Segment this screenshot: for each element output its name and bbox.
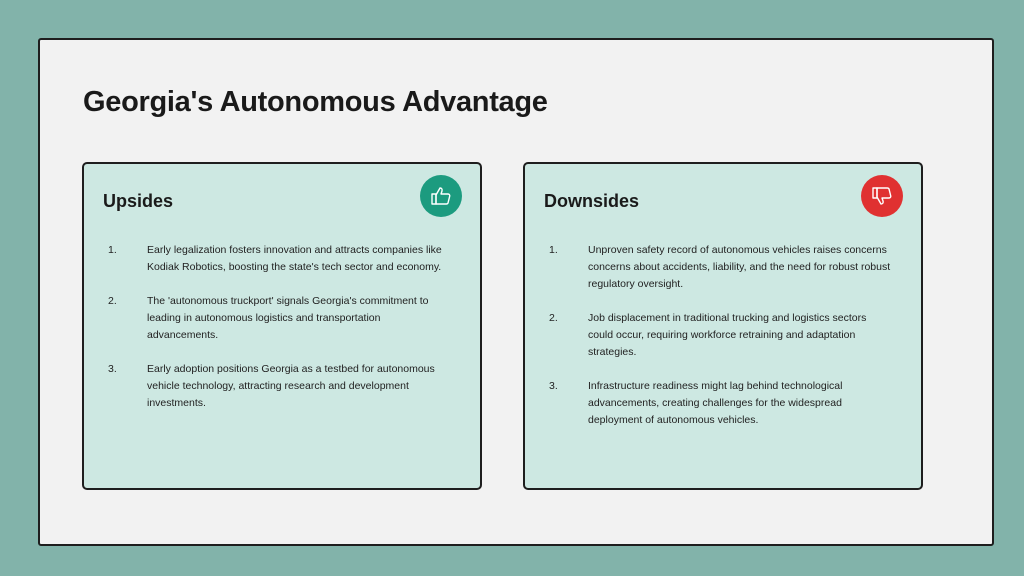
thumbs-up-icon [429,184,453,208]
thumbs-down-icon [870,184,894,208]
downsides-heading: Downsides [544,191,640,211]
item-number: 3. [549,380,558,392]
thumbs-up-badge [420,175,462,217]
upsides-card [82,162,482,490]
upsides-heading: Upsides [103,191,174,211]
item-number: 1. [108,244,117,256]
list-item [525,310,921,361]
item-number: 2. [108,295,117,307]
item-text: Early adoption positions Georgia as a testbed for autonomous vehicle technology, attracting research and development investments. [147,363,435,409]
item-text: The 'autonomous truckport' signals Georgia's commitment to leading in autonomous logistics and transportation advancements. [147,295,429,341]
list-item [525,378,921,429]
downsides-card [523,162,923,490]
upsides-list [84,242,480,429]
list-item [84,293,480,344]
item-number: 2. [549,312,558,324]
list-item [84,242,480,276]
item-text: Job displacement in traditional trucking and logistics sectors could occur, requiring workforce retraining and adaptation strategies. [588,312,867,358]
item-number: 3. [108,363,117,375]
downsides-list [525,242,921,446]
page-title: Georgia's Autonomous Advantage [83,86,548,118]
item-text: Infrastructure readiness might lag behind technological advancements, creating challenges for the widespread deployment of autonomous vehicles. [588,380,843,426]
list-item [84,361,480,412]
list-item [525,242,921,293]
item-text: Unproven safety record of autonomous vehicles raises concerns concerns about accidents, liability, and the need for robust robust regulatory oversight. [588,244,891,290]
item-number: 1. [549,244,558,256]
thumbs-down-badge [861,175,903,217]
item-text: Early legalization fosters innovation and attracts companies like Kodiak Robotics, boosting the state's tech sector and economy. [147,244,442,273]
slide [38,38,994,546]
